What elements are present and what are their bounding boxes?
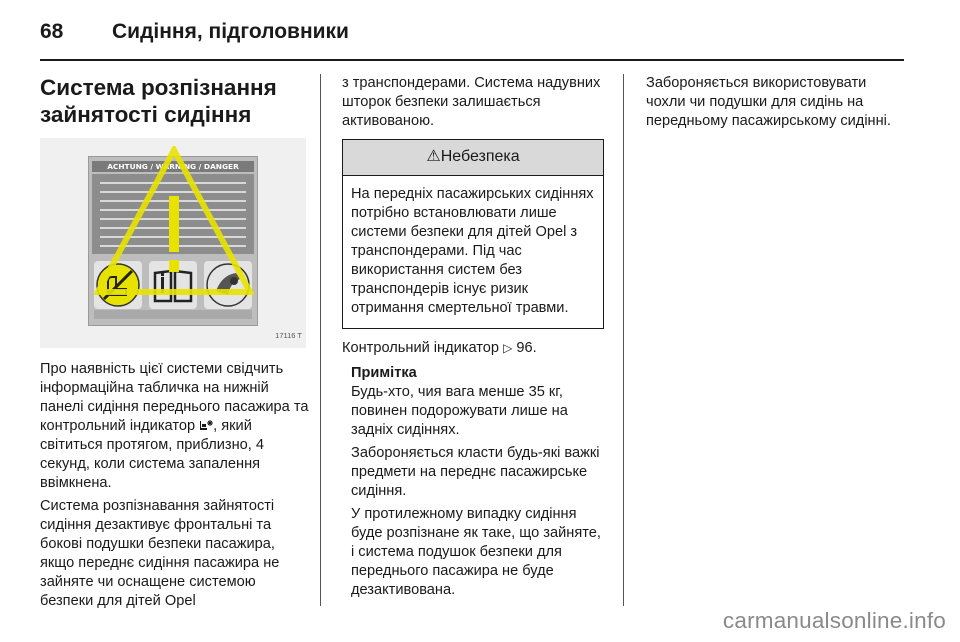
watermark-text: carmanualsonline.info <box>722 608 946 633</box>
indicator-page-ref: 96. <box>516 340 537 356</box>
column-1 <box>40 74 310 615</box>
note-heading: Примітка <box>351 365 417 381</box>
paragraph-part-1: Про наявність цієї системи свідчить інформаційна табличка на нижній панелі сидіння переднього пасажира та контрольний індикатор <box>40 361 309 434</box>
page-header <box>40 14 900 50</box>
page-reference-arrow-icon: ▷ <box>503 341 513 355</box>
danger-warning-body: На передніх пасажирських сидіннях потрібно встановлювати лише системи безпеки для дітей Opel з транспондерами. Під час використання систем без транспондерів існує ризик отримання смертельної травми. <box>351 186 594 316</box>
danger-warning-title-text: Небезпека <box>440 148 520 165</box>
note-paragraph-2: Забороняється класти будь-які важкі предмети на переднє пасажирське сидіння. <box>351 445 600 499</box>
section-heading-line-1: Система розпізнання <box>40 75 277 100</box>
seat-occupancy-indicator-icon <box>199 419 213 431</box>
plate-title: ACHTUNG / WARNING / DANGER <box>92 161 254 172</box>
paragraph-seat-covers: Забороняється використовувати чохли чи подушки для сидінь на передньому пасажирському сидінні. <box>646 75 891 129</box>
paragraph-deactivation: Система розпізнавання зайнятості сидіння дезактивує фронтальні та бокові подушки безпеки пасажира, якщо переднє сидіння пасажира не зайняте чи оснащене системою безпеки для дітей Opel <box>40 498 280 609</box>
note-block <box>342 364 604 600</box>
section-heading-line-2: зайнятості сидіння <box>40 102 252 127</box>
column-2 <box>342 74 604 604</box>
seat-label-figure <box>40 138 306 348</box>
indicator-reference-text: Контрольний індикатор <box>342 340 500 356</box>
warning-triangle-small-icon: ⚠ <box>426 148 441 165</box>
paragraph-continuation: з транспондерами. Система надувних шторок безпеки залишається активованою. <box>342 75 601 129</box>
danger-warning-box <box>342 139 604 329</box>
danger-warning-title <box>343 140 603 176</box>
running-title: Сидіння, підголовники <box>112 20 349 43</box>
column-3 <box>646 74 904 135</box>
column-divider-1 <box>320 74 321 606</box>
header-rule <box>40 59 904 61</box>
column-divider-2 <box>623 74 624 606</box>
note-paragraph-1: Будь-хто, чия вага менше 35 кг, повинен подорожувати лише на задніх сидіннях. <box>351 384 568 438</box>
paragraph-label-info <box>40 360 310 493</box>
section-heading <box>40 74 310 128</box>
paragraph-part-2: , який світиться протягом, приблизно, 4 секунд, коли система запалення ввімкнена. <box>40 418 264 491</box>
note-paragraph-3: У протилежному випадку сидіння буде розпізнане як таке, що зайняте, і система подушок безпеки для переднього пасажира не буде дезактивована. <box>351 506 601 598</box>
figure-code: 17116 T <box>275 331 302 340</box>
plate-bottom-band <box>94 310 252 319</box>
page-number: 68 <box>40 20 64 43</box>
warning-triangle-icon <box>94 146 254 296</box>
indicator-reference-line <box>342 339 604 358</box>
